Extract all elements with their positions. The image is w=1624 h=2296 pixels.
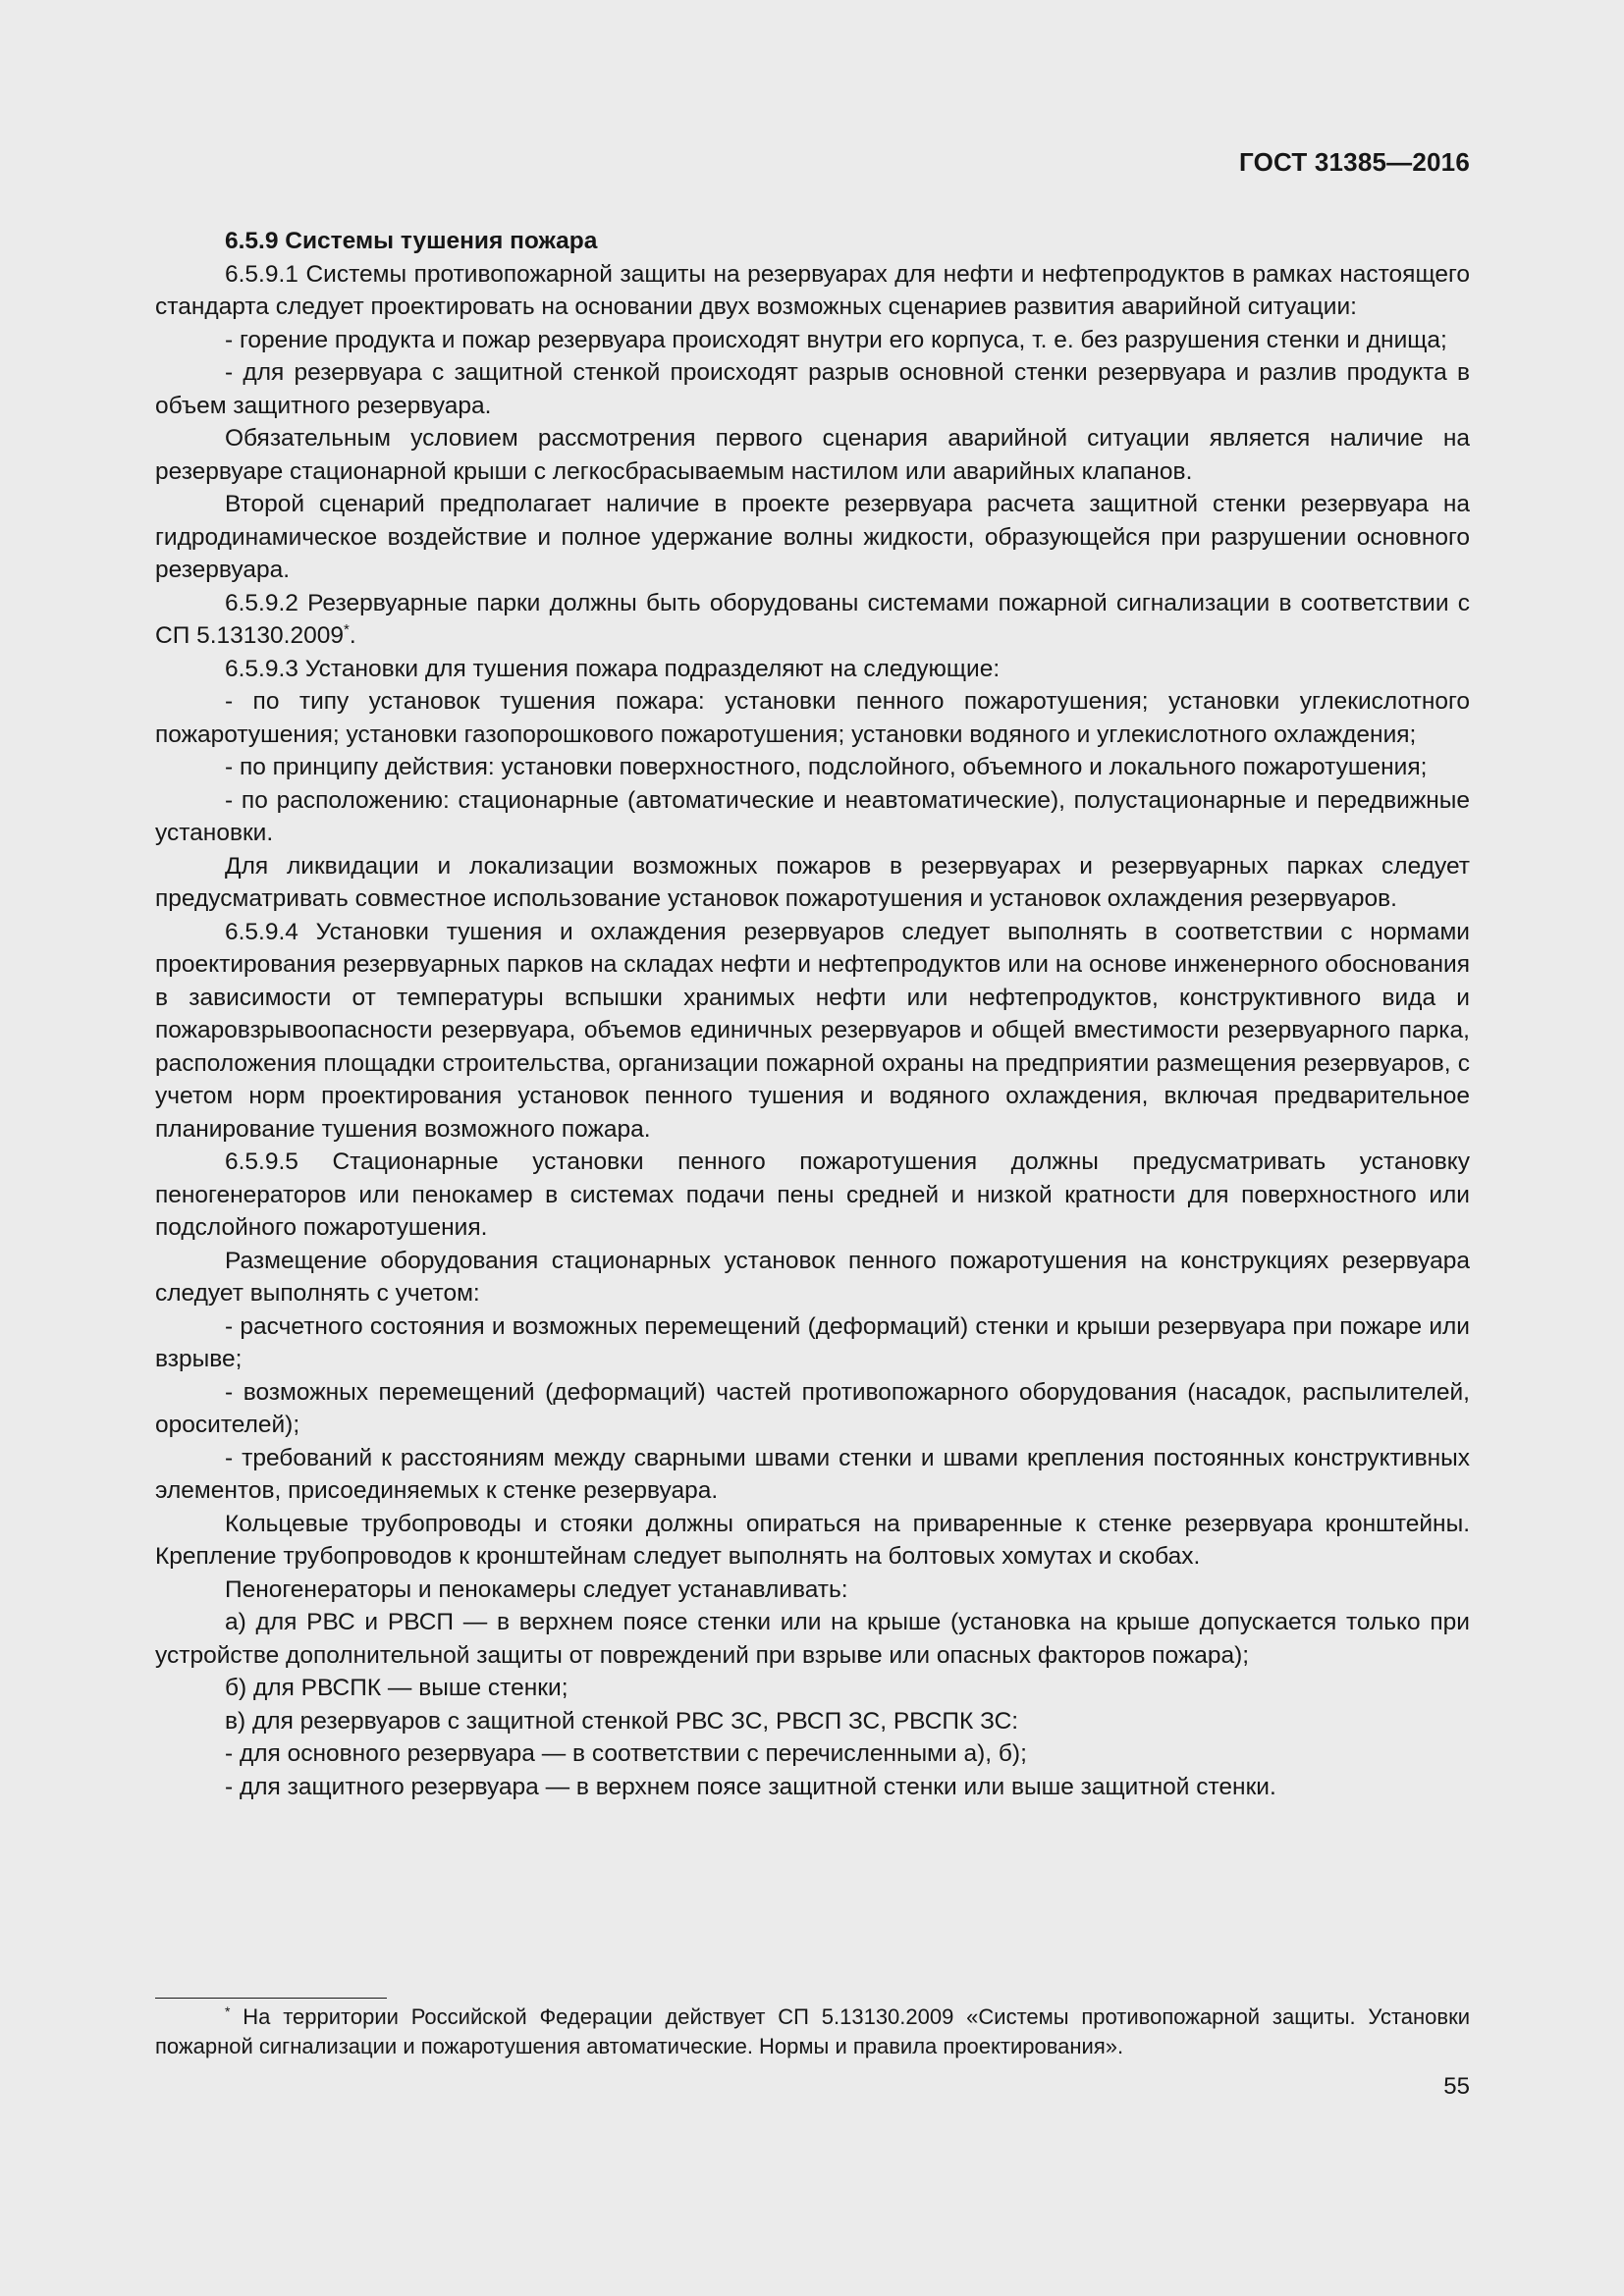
paragraph: 6.5.9.4 Установки тушения и охлаждения резервуаров следует выполнять в соответствии с нормами проектирования резервуарных парков на складах нефти и нефтепродуктов или на основе инженерного обоснования в зависимости от температуры вспышки хранимых нефти или нефтепродуктов, конструктивного вида и пожаровзрывоопасности резервуара, объемов единичных резервуаров и общей вместимости резервуарного парка, расположения площадки строительства, организации пожарной охраны на предприятии размещения резервуаров, с учетом норм проектирования установок пенного тушения и водяного охлаждения, включая предварительное планирование тушения возможного пожара. — [155, 918, 1470, 1143]
paragraph-with-footnote-ref — [155, 587, 1470, 653]
list-item: - возможных перемещений (деформаций) частей противопожарного оборудования (насадок, распылителей, оросителей); — [155, 1378, 1470, 1438]
footnote-reference: * — [343, 621, 350, 638]
paragraph: 6.5.9.1 Системы противопожарной защиты на резервуарах для нефти и нефтепродуктов в рамках настоящего стандарта следует проектировать на основании двух возможных сценариев развития аварийной ситуации: — [155, 260, 1470, 320]
list-item: - по типу установок тушения пожара: установки пенного пожаротушения; установки углекислотного пожаротушения; установки газопорошкового пожаротушения; установки водяного и углекислотного охлаждения; — [155, 688, 1470, 748]
paragraph: Пеногенераторы и пенокамеры следует устанавливать: — [225, 1575, 848, 1603]
paragraph: Размещение оборудования стационарных установок пенного пожаротушения на конструкциях резервуара следует выполнять с учетом: — [155, 1247, 1470, 1307]
paragraph: Кольцевые трубопроводы и стояки должны опираться на приваренные к стенке резервуара кронштейны. Крепление трубопроводов к кронштейнам следует выполнять на болтовых хомутах и скобах. — [155, 1510, 1470, 1570]
list-item: - требований к расстояниям между сварными швами стенки и швами крепления постоянных конструктивных элементов, присоединяемых к стенке резервуара. — [155, 1444, 1470, 1504]
footnote-divider — [155, 1998, 387, 1999]
footnote — [155, 2002, 1470, 2061]
paragraph: Второй сценарий предполагает наличие в проекте резервуара расчета защитной стенки резервуара на гидродинамическое воздействие и полное удержание волны жидкости, образующейся при разрушении основного резервуара. — [155, 491, 1470, 583]
paragraph: 6.5.9.3 Установки для тушения пожара подразделяют на следующие: — [225, 655, 1001, 682]
list-item: - по расположению: стационарные (автоматические и неавтоматические), полустационарные и передвижные установки. — [155, 786, 1470, 846]
list-item: а) для РВС и РВСП — в верхнем поясе стенки или на крыше (установка на крыше допускается только при устройстве дополнительной защиты от повреждений при взрыве или опасных факторов пожара); — [155, 1609, 1470, 1669]
list-item: - по принципу действия: установки поверхностного, подслойного, объемного и локального пожаротушения; — [225, 754, 1428, 780]
paragraph-end: . — [349, 622, 356, 649]
footnote-marker: * — [225, 2003, 231, 2019]
footnote-text — [155, 2002, 1470, 2061]
paragraph: Для ликвидации и локализации возможных пожаров в резервуарах и резервуарных парках следует предусматривать совместное использование установок пожаротушения и установок охлаждения резервуаров. — [155, 852, 1470, 912]
list-item: - для защитного резервуара — в верхнем поясе защитной стенки или выше защитной стенки. — [225, 1773, 1276, 1800]
footnote-body: На территории Российской Федерации действует СП 5.13130.2009 «Системы противопожарной защиты. Установки пожарной сигнализации и пожаротушения автоматические. Нормы и правила проектирования». — [155, 2004, 1470, 2058]
paragraph-text: 6.5.9.2 Резервуарные парки должны быть оборудованы системами пожарной сигнализации в соответствии с СП 5.13130.2009 — [155, 589, 1470, 649]
paragraph: 6.5.9.5 Стационарные установки пенного пожаротушения должны предусматривать установку пеногенераторов или пенокамер в системах подачи пены средней и низкой кратности для поверхностного или подслойного пожаротушения. — [155, 1148, 1470, 1241]
list-item: б) для РВСПК — выше стенки; — [225, 1675, 568, 1701]
page-number: 55 — [1443, 2073, 1470, 2100]
paragraph: Обязательным условием рассмотрения первого сценария аварийной ситуации является наличие на резервуаре стационарной крыши с легкосбрасываемым настилом или аварийных клапанов. — [155, 425, 1470, 485]
list-item: - горение продукта и пожар резервуара происходят внутри его корпуса, т. е. без разрушения стенки и днища; — [225, 326, 1447, 353]
list-item: в) для резервуаров с защитной стенкой РВС ЗС, РВСП ЗС, РВСПК ЗС: — [225, 1707, 1019, 1735]
list-item: - расчетного состояния и возможных перемещений (деформаций) стенки и крыши резервуара при пожаре или взрыве; — [155, 1312, 1470, 1372]
list-item: - для основного резервуара — в соответствии с перечисленными а), б); — [225, 1740, 1027, 1767]
standard-designation: ГОСТ 31385—2016 — [1239, 147, 1470, 177]
section-heading: 6.5.9 Системы тушения пожара — [225, 228, 598, 254]
list-item: - для резервуара с защитной стенкой происходят разрыв основной стенки резервуара и разлив продукта в объем защитного резервуара. — [155, 359, 1470, 419]
section-body — [155, 225, 1470, 1803]
